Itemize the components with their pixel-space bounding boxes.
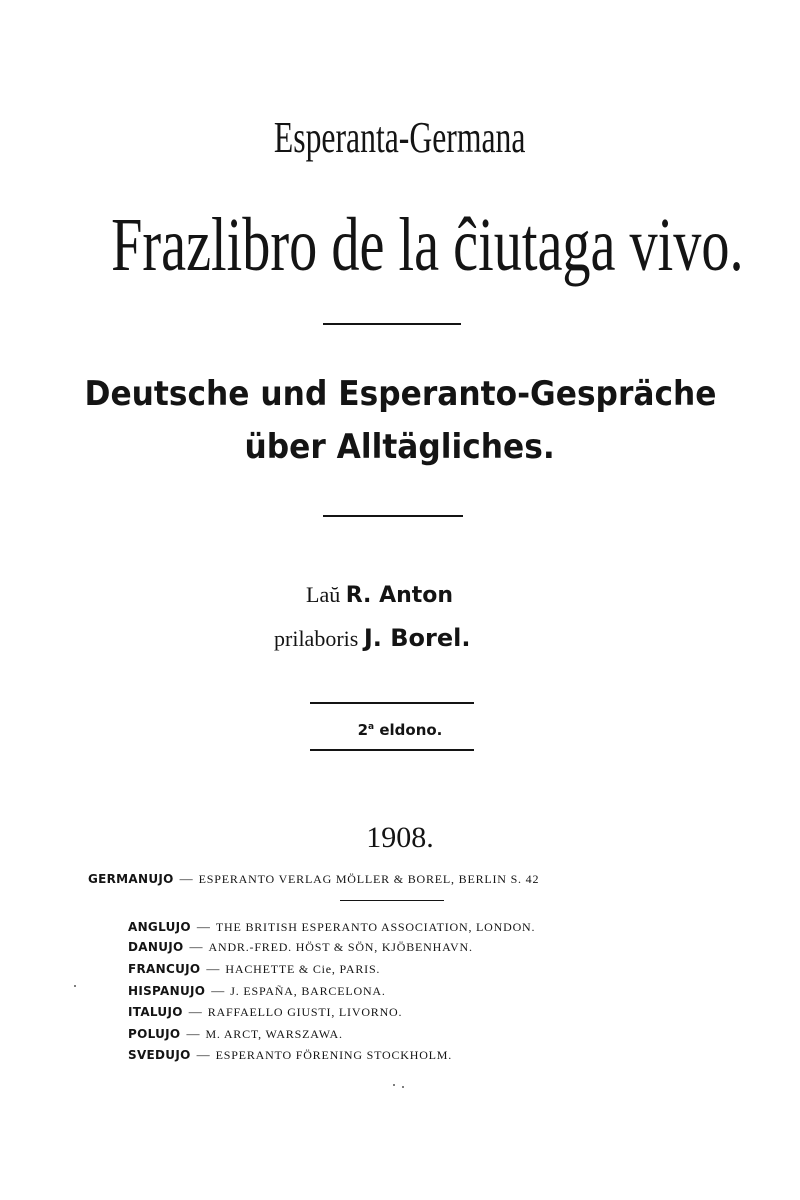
print-speck (74, 985, 76, 987)
publisher-main (88, 870, 539, 888)
publisher-name: RAFFAELLO GIUSTI, LIVORNO. (207, 1005, 403, 1019)
publisher-dash: — (211, 983, 225, 998)
publisher-dash: — (189, 939, 203, 954)
publisher-row (128, 938, 473, 956)
publisher-row (128, 1003, 402, 1021)
publisher-row (128, 960, 380, 978)
publisher-country: FRANCUJO (128, 962, 201, 976)
publisher-country: GERMANUJO (88, 872, 174, 886)
publisher-divider (340, 900, 444, 901)
publisher-name: HACHETTE & Cie, PARIS. (225, 962, 381, 976)
publisher-name: J. ESPAÑA, BARCELONA. (230, 984, 386, 998)
edition-number: 2 (357, 721, 369, 739)
german-subtitle-line-2-text: über Alltägliches. (244, 427, 556, 467)
editor-name: J. Borel. (363, 624, 471, 652)
esperanto-subtitle-text: Esperanta-Germana (274, 113, 526, 162)
editor-credit (274, 623, 470, 654)
publisher-name: THE BRITISH ESPERANTO ASSOCIATION, LONDON. (215, 920, 536, 934)
author-credit (306, 580, 453, 611)
editor-prefix: prilaboris (274, 626, 359, 651)
publisher-name: ESPERANTO FÖRENING STOCKHOLM. (215, 1048, 453, 1062)
publisher-country: ITALUJO (128, 1005, 183, 1019)
german-subtitle-line-1-text: Deutsche und Esperanto-Gespräche (83, 374, 717, 414)
author-name: R. Anton (345, 583, 454, 608)
publisher-row (128, 1046, 452, 1064)
edition-rule-bottom (310, 749, 474, 751)
publisher-country: SVEDUJO (128, 1048, 191, 1062)
edition-word: eldono. (379, 721, 443, 739)
print-speck (402, 1086, 404, 1088)
publisher-row (128, 982, 386, 1000)
german-subtitle-line-2 (0, 425, 800, 469)
publisher-dash: — (196, 919, 210, 934)
publisher-name: M. ARCT, WARSZAWA. (205, 1027, 343, 1041)
publication-year: 1908. (366, 821, 434, 854)
print-speck (393, 1084, 395, 1086)
book-title (0, 200, 800, 290)
publisher-country: ANGLUJO (128, 920, 191, 934)
publisher-dash: — (206, 961, 220, 976)
book-title-text: Frazlibro de la ĉiutaga vivo. (111, 203, 744, 287)
edition-superscript: a (368, 722, 375, 732)
publisher-row (128, 1025, 343, 1043)
publisher-row (128, 918, 535, 936)
edition-label (0, 716, 800, 741)
publisher-dash: — (196, 1047, 210, 1062)
publisher-country: HISPANUJO (128, 984, 206, 998)
publisher-name: ESPERANTO VERLAG MÖLLER & BOREL, BERLIN S. 42 (198, 872, 540, 886)
german-subtitle-line-1 (0, 372, 800, 416)
esperanto-subtitle (0, 112, 800, 164)
divider-rule-1 (323, 323, 461, 325)
edition-rule-top (310, 702, 474, 704)
publisher-dash: — (179, 871, 193, 886)
publisher-name: ANDR.-FRED. HÖST & SÖN, KJÖBENHAVN. (208, 940, 473, 954)
divider-rule-2 (323, 515, 463, 517)
author-prefix: Laŭ (306, 582, 341, 607)
publisher-dash: — (188, 1004, 202, 1019)
publisher-country: POLUJO (128, 1027, 181, 1041)
publisher-country: DANUJO (128, 940, 184, 954)
publisher-dash: — (186, 1026, 200, 1041)
